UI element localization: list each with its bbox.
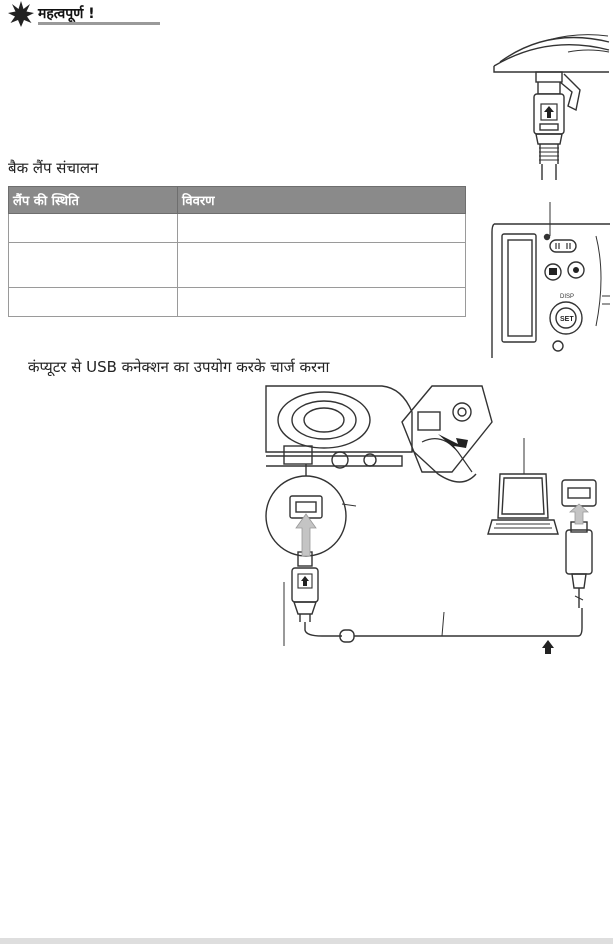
- svg-text:SET: SET: [560, 316, 574, 323]
- usb-charging-title: कंप्यूटर से USB कनेक्शन का उपयोग करके चार्ज करना: [28, 358, 330, 376]
- table-cell: [178, 243, 466, 288]
- starburst-icon: [8, 1, 34, 27]
- table-row: [9, 243, 466, 288]
- table-cell: [9, 243, 178, 288]
- table-header-cell: विवरण: [178, 187, 466, 214]
- usb-connection-illustration: [262, 382, 610, 672]
- table-header-cell: लैंप की स्थिति: [9, 187, 178, 214]
- table-cell: [9, 214, 178, 243]
- table-cell: [178, 214, 466, 243]
- table-header-row: [9, 187, 466, 214]
- important-heading: महत्वपूर्ण !: [38, 6, 95, 22]
- page-footer-bar: [0, 938, 613, 944]
- lamp-status-table: [8, 186, 466, 317]
- camera-back-illustration: [490, 196, 610, 358]
- table-row: [9, 288, 466, 317]
- camera-cable-illustration: [488, 32, 610, 180]
- table-cell: [9, 288, 178, 317]
- important-underline: [38, 22, 160, 25]
- back-lamp-title: बैक लैंप संचालन: [8, 159, 99, 177]
- svg-text:DISP: DISP: [560, 294, 575, 300]
- table-row: [9, 214, 466, 243]
- table-cell: [178, 288, 466, 317]
